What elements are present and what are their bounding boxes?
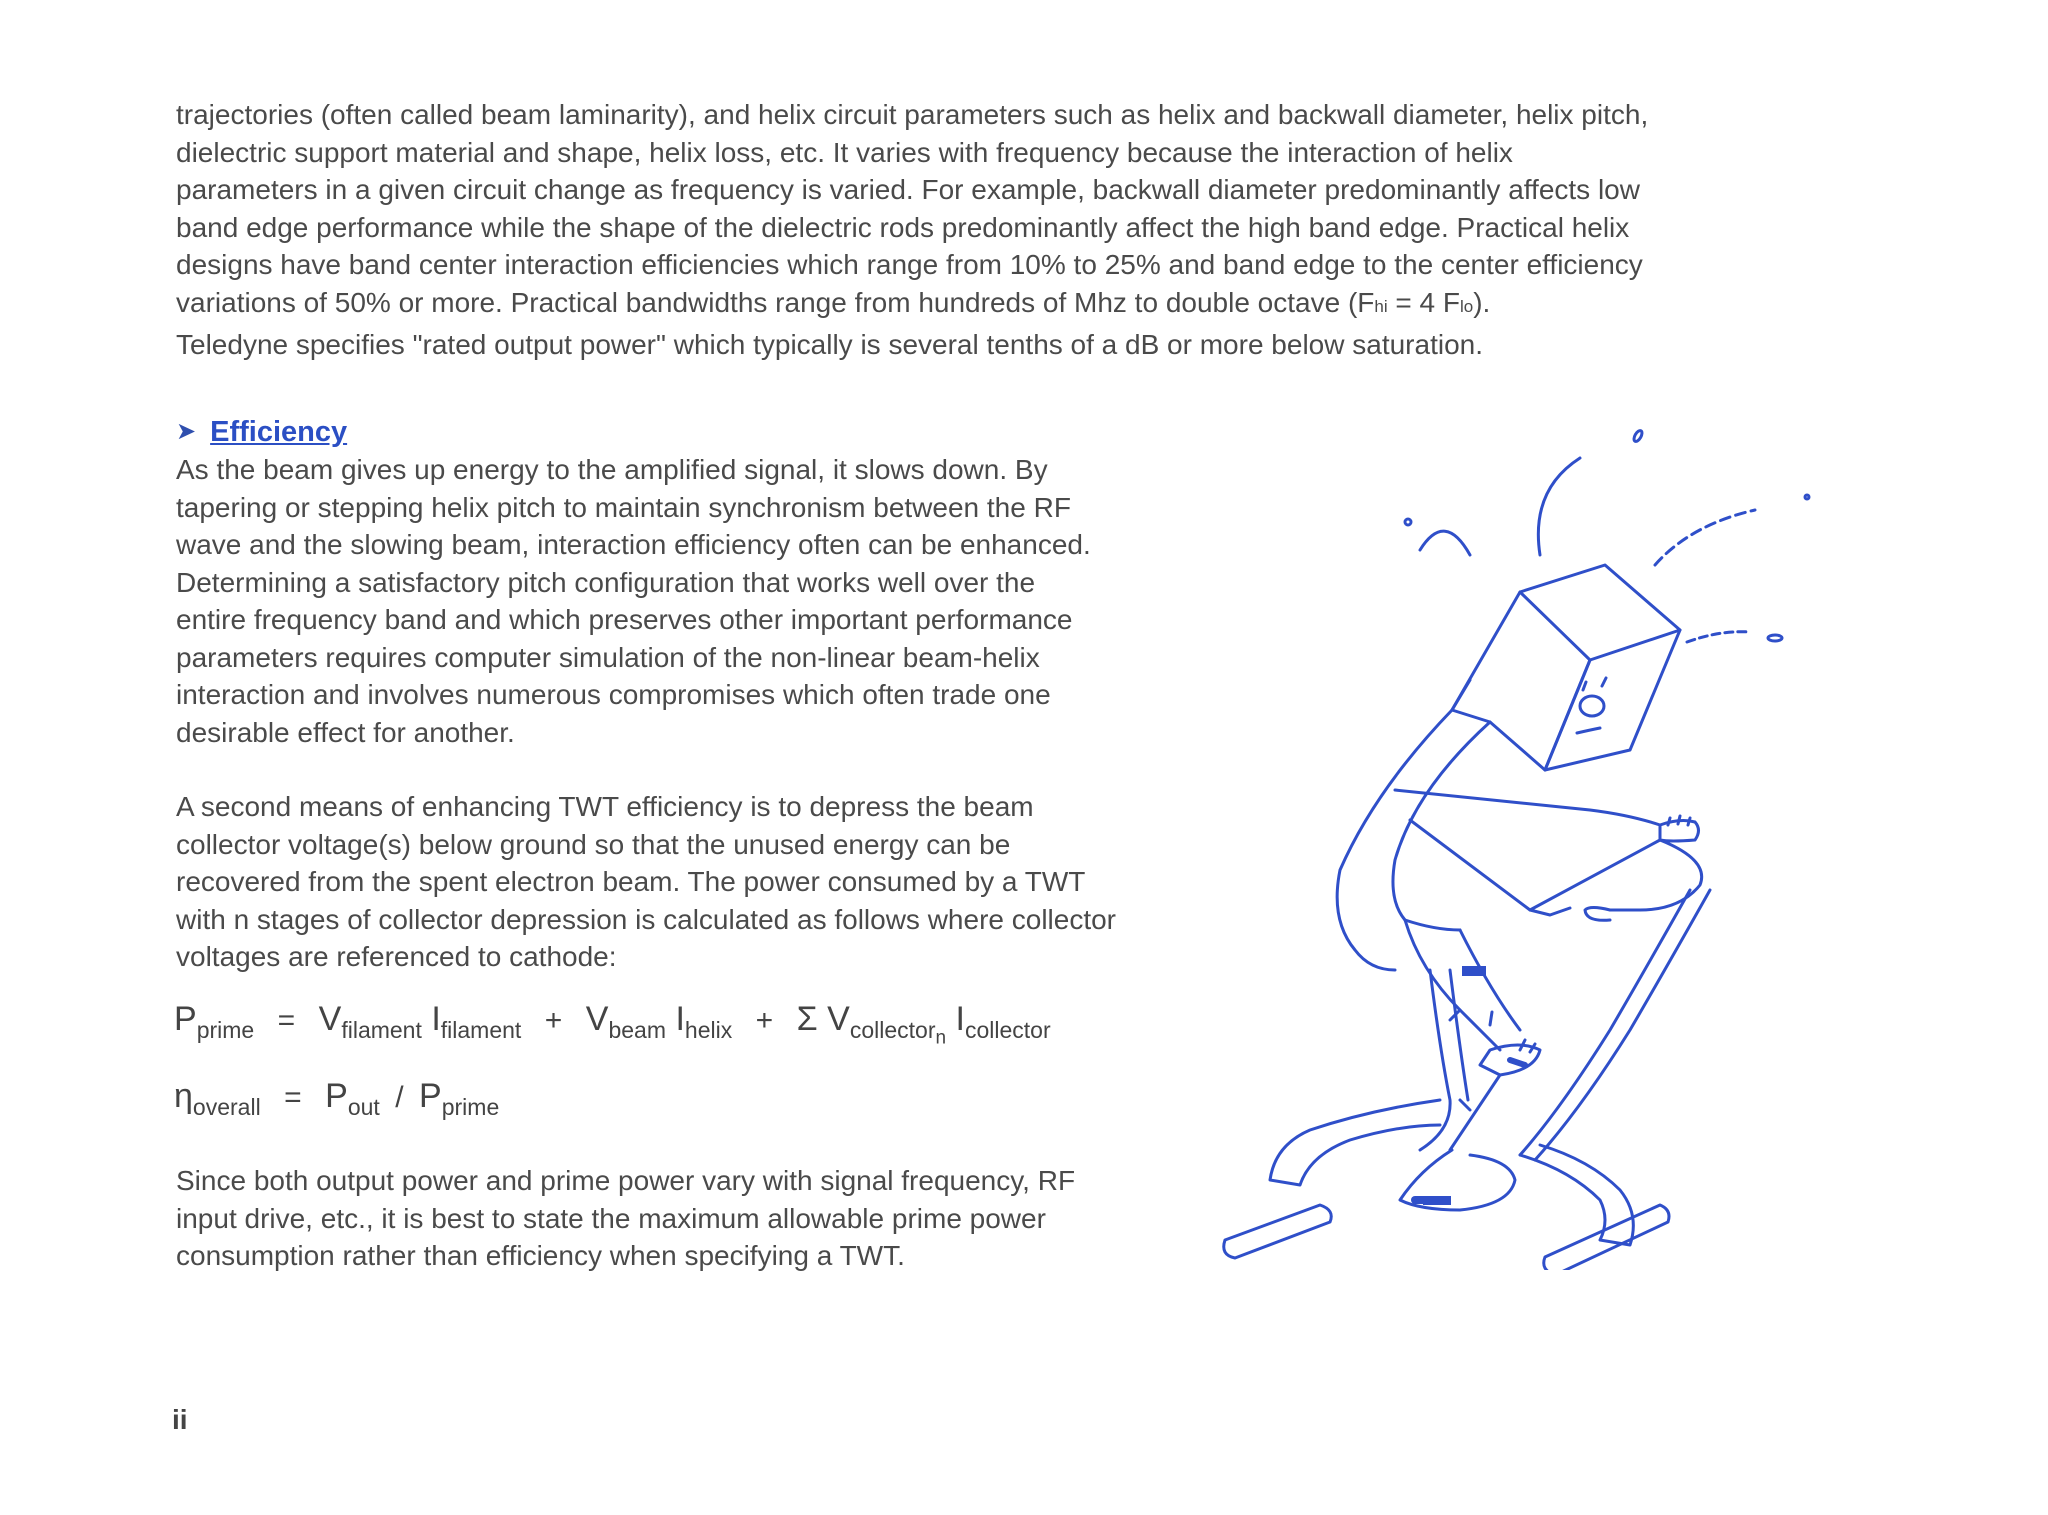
subscript-hi: hi [1374, 296, 1388, 316]
text-line: collector voltage(s) below ground so that the unused energy can be [176, 828, 1011, 860]
shoe-heel [1510, 1060, 1525, 1065]
text-line: Since both output power and prime power vary with signal frequency, RF [176, 1165, 1076, 1196]
leg-inner [1460, 930, 1520, 1030]
efficiency-heading-link[interactable]: Efficiency [210, 416, 348, 448]
eq-symbol: I [955, 1000, 965, 1038]
eq-symbol: P [419, 1077, 442, 1115]
intro-line: band edge performance while the shape of the dielectric rods predominantly affect the high band edge. Practical helix [176, 211, 1630, 243]
shin [1450, 1075, 1500, 1150]
intro-paragraph [176, 96, 1826, 363]
eq-operator: = [277, 1004, 296, 1037]
eq-symbol: I [675, 1000, 685, 1038]
page-number: ii [172, 1404, 188, 1435]
mouth [1580, 696, 1604, 716]
motion-mark [1538, 458, 1580, 555]
handlebar-grip [1585, 908, 1610, 921]
prime-power-equation [174, 1000, 1051, 1049]
arrow-bullet-icon: ➤ [176, 418, 197, 445]
sigma-symbol: Σ [796, 1000, 818, 1038]
motion-dot [1805, 495, 1809, 499]
eq-subscript: beam [608, 1016, 666, 1043]
eq-subsubscript: n [935, 1027, 947, 1049]
eq-symbol: P [174, 1000, 197, 1038]
handlebar [1610, 840, 1702, 910]
pedal [1423, 1196, 1451, 1205]
pedal [1462, 966, 1486, 976]
cube-head-edge [1452, 680, 1470, 710]
cube-head-side [1452, 592, 1590, 770]
chin-line [1577, 728, 1600, 733]
eye [1583, 682, 1586, 690]
section-heading [176, 412, 347, 452]
motion-dot [1768, 635, 1782, 641]
wrist [1530, 908, 1570, 915]
intro-line: designs have band center interaction efficiencies which range from 10% to 25% and band edge to the center efficiency [176, 249, 1643, 281]
subscript-lo: lo [1460, 296, 1474, 316]
intro-line [176, 284, 1826, 326]
text-line: recovered from the spent electron beam. The power consumed by a TWT [176, 866, 1086, 897]
eq-subscript: overall [192, 1093, 261, 1120]
bike-base-right [1520, 1145, 1633, 1245]
text-line: voltages are referenced to cathode: [176, 941, 617, 972]
eta-symbol: η [174, 1077, 193, 1115]
motion-dot [1632, 429, 1643, 442]
eq-operator: + [755, 1004, 774, 1037]
cube-head-edge [1545, 660, 1590, 770]
eq-operator: + [544, 1004, 563, 1037]
eq-subscript: out [347, 1093, 380, 1120]
text-line: wave and the slowing beam, interaction efficiency often can be enhanced. [176, 529, 1091, 560]
crank-2 [1460, 1100, 1470, 1110]
text-line: interaction and involves numerous compromises which often trade one [176, 679, 1051, 710]
eq-symbol: I [431, 1000, 441, 1038]
arm-lower [1410, 820, 1660, 910]
eq-symbol: P [325, 1077, 348, 1115]
seat-post [1420, 970, 1450, 1150]
text-line: input drive, etc., it is best to state the maximum allowable prime power [176, 1202, 1046, 1234]
motion-mark [1420, 531, 1470, 555]
seat-post-2 [1450, 970, 1468, 1100]
intro-text: = 4 F [1387, 286, 1460, 318]
belly-line [1405, 920, 1460, 930]
text-line: with n stages of collector depression is calculated as follows where collector [176, 903, 1117, 935]
eq-operator: / [395, 1081, 404, 1114]
text-line: desirable effect for another. [176, 716, 515, 748]
left-foot-bar [1224, 1205, 1332, 1258]
bike-front-fork [1520, 890, 1690, 1155]
text-line: tapering or stepping helix pitch to maintain synchronism between the RF [176, 491, 1071, 523]
intro-line: dielectric support material and shape, helix loss, etc. It varies with frequency because the interaction of helix [176, 136, 1513, 168]
bike-front-fork-2 [1535, 890, 1710, 1160]
eq-subscript-text: collector [849, 1016, 936, 1043]
text-line: A second means of enhancing TWT efficiency is to depress the beam [176, 791, 1034, 822]
eq-subscript: filament [341, 1016, 422, 1043]
efficiency-equation [174, 1077, 499, 1121]
eq-subscript [849, 1016, 947, 1049]
eq-subscript: collector [964, 1016, 1051, 1043]
eq-subscript: helix [684, 1016, 733, 1043]
text-line: consumption rather than efficiency when specifying a TWT. [176, 1240, 905, 1271]
efficiency-paragraph-1 [176, 451, 1236, 751]
arm-upper [1395, 790, 1660, 825]
body-curve [1393, 722, 1490, 920]
efficiency-paragraph-2 [176, 788, 1256, 976]
text-line: entire frequency band and which preserves other important performance [176, 604, 1073, 635]
eq-subscript: filament [440, 1016, 522, 1043]
eye [1602, 678, 1606, 686]
eq-subscript: prime [196, 1016, 255, 1043]
eq-operator: = [284, 1081, 302, 1114]
intro-text: variations of 50% or more. Practical bandwidths range from hundreds of Mhz to double octave (F [176, 286, 1375, 318]
intro-text: ). [1473, 286, 1491, 318]
eq-symbol: V [585, 1000, 609, 1038]
cube-head-top [1520, 565, 1680, 660]
text-line: Determining a satisfactory pitch configuration that works well over the [176, 566, 1036, 598]
cartoon-drawing [1190, 410, 1840, 1270]
eq-symbol: V [827, 1000, 850, 1038]
eq-symbol: V [318, 1000, 342, 1038]
motion-mark [1655, 510, 1755, 565]
motion-mark [1687, 632, 1750, 642]
right-foot-bar [1544, 1205, 1669, 1270]
text-line: parameters requires computer simulation of the non-linear beam-helix [176, 641, 1040, 673]
cyclist-cartoon-illustration [1190, 410, 1840, 1270]
intro-line: parameters in a given circuit change as frequency is varied. For example, backwall diameter predominantly affects low [176, 174, 1640, 206]
intro-line: Teledyne specifies "rated output power" which typically is several tenths of a dB or more below saturation. [176, 328, 1483, 360]
eq-subscript: prime [441, 1093, 500, 1120]
bike-base-left [1270, 1100, 1440, 1185]
efficiency-paragraph-3 [176, 1162, 1236, 1275]
intro-line: trajectories (often called beam laminarity), and helix circuit parameters such as helix and backwall diameter, helix pitch, [176, 99, 1649, 130]
motion-dot [1405, 519, 1411, 525]
text-line: As the beam gives up energy to the amplified signal, it slows down. By [176, 454, 1048, 485]
